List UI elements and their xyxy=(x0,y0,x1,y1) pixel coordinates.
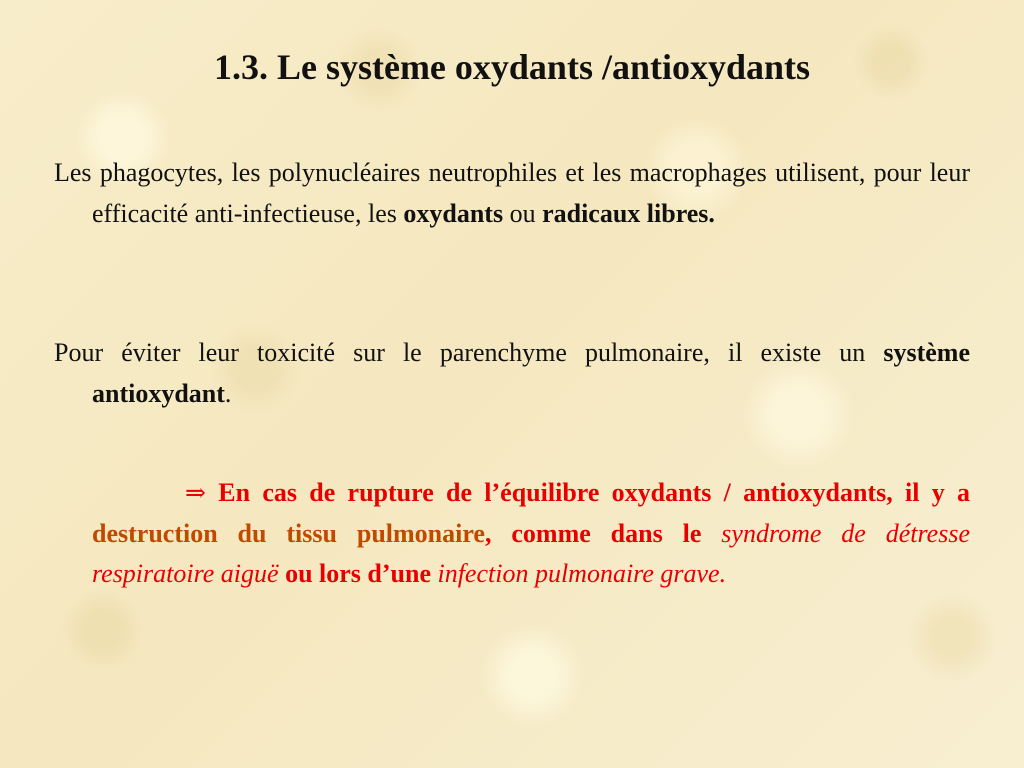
bold-radicaux-libres: radicaux libres. xyxy=(542,198,715,228)
syndrome-detresse-text: syndrome de détresse respiratoire aiguë xyxy=(92,518,970,588)
slide-title: 1.3. Le système oxydants /antioxydants xyxy=(213,47,811,87)
bold-systeme-antioxydant: système antioxydant xyxy=(92,338,970,408)
paragraph-toxicite-period: . xyxy=(224,378,232,408)
infection-grave-text: infection pulmonaire grave. xyxy=(437,559,727,588)
paragraph-toxicite xyxy=(54,333,970,414)
paragraph-rupture-text-b: , comme dans le xyxy=(484,518,722,548)
bold-oxydants: oxydants xyxy=(403,198,504,228)
paragraph-phagocytes-text: Les phagocytes, les polynucléaires neutrophiles et les macrophages utilisent, pour leur efficacité anti-infectieuse, les xyxy=(54,158,970,228)
paragraph-rupture-text-c: ou lors d’une xyxy=(278,559,438,588)
implies-arrow-icon: ⇒ xyxy=(185,478,206,507)
paragraph-rupture xyxy=(54,473,970,595)
paragraph-phagocytes xyxy=(54,153,970,234)
destruction-tissu-text: destruction du tissu pulmonaire xyxy=(92,518,485,548)
connector-ou: ou xyxy=(503,198,543,228)
paragraph-toxicite-text: Pour éviter leur toxicité sur le parenchyme pulmonaire, il existe un xyxy=(54,338,884,367)
paragraph-rupture-text-a: En cas de rupture de l’équilibre oxydants / antioxydants, il y a xyxy=(205,478,970,507)
